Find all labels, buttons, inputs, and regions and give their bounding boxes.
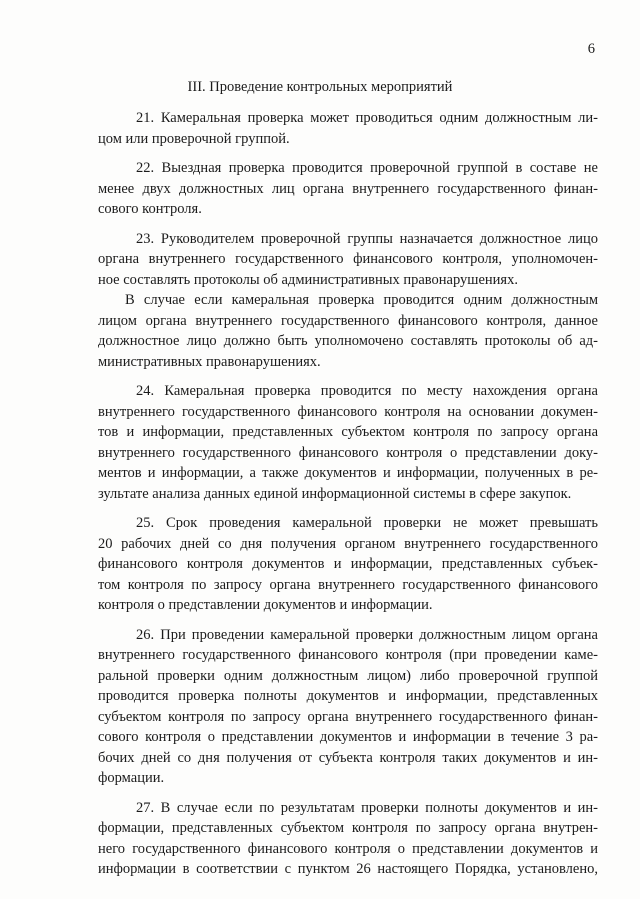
text-line-8: ное составлять протоколы об административных правонарушениях. xyxy=(98,271,518,288)
text-line-14: внутреннего государственного финансового контроля на основании докумен- xyxy=(98,403,598,420)
text-line-33: формации, представленных субъектом контроля по запросу органа внутрен- xyxy=(98,820,598,836)
text-line-11: должностное лицо должно быть уполномочено составлять протоколы об ад- xyxy=(98,333,598,349)
text-line-4: менее двух должностных лиц органа внутреннего государственного финан- xyxy=(98,180,598,197)
text-line-29: сового контроля о представлении документов и информации в течение 3 ра- xyxy=(98,729,598,745)
text-line-34: него государственного финансового контроля о представлении документов и xyxy=(98,840,598,857)
text-line-2: цом или проверочной группой. xyxy=(98,130,290,147)
text-line-26: ральной проверки одним должностным лицом) либо проверочной группой xyxy=(98,667,598,684)
text-line-19: 25. Срок проведения камеральной проверки не может превышать xyxy=(136,515,598,531)
text-line-9: В случае если камеральная проверка проводится одним должностным xyxy=(125,292,598,308)
text-line-3: 22. Выездная проверка проводится проверочной группой в составе не xyxy=(136,160,598,176)
text-line-6: 23. Руководителем проверочной группы назначается должностное лицо xyxy=(136,230,598,247)
text-line-21: финансового контроля документов и информации, представленных субъек- xyxy=(98,556,598,572)
section-title: III. Проведение контрольных мероприятий xyxy=(187,79,453,95)
text-line-24: 26. При проведении камеральной проверки должностным лицом органа xyxy=(136,626,598,643)
text-line-31: формации. xyxy=(98,770,165,786)
text-line-5: сового контроля. xyxy=(98,201,202,217)
text-line-18: зультате анализа данных единой информационной системы в сфере закупок. xyxy=(98,485,572,502)
text-line-28: субъектом контроля по запросу органа внутреннего государственного финан- xyxy=(98,708,598,725)
text-line-7: органа внутреннего государственного финансового контроля, уполномочен- xyxy=(98,251,598,267)
text-line-22: том контроля по запросу органа внутреннего государственного финансового xyxy=(98,576,598,593)
page-number: 6 xyxy=(587,41,595,57)
text-line-1: 21. Камеральная проверка может проводиться одним должностным ли- xyxy=(136,110,598,126)
text-line-10: лицом органа внутреннего государственного финансового контроля, данное xyxy=(98,312,598,329)
text-line-17: ментов и информации, а также документов и информации, полученных в ре- xyxy=(98,465,598,481)
text-line-13: 24. Камеральная проверка проводится по месту нахождения органа xyxy=(136,383,598,399)
text-line-27: проводится проверка полноты документов и информации, представленных xyxy=(98,688,598,704)
text-line-35: информации в соответствии с пунктом 26 настоящего Порядка, установлено, xyxy=(98,861,598,877)
text-line-15: тов и информации, представленных субъектом контроля по запросу органа xyxy=(98,424,598,440)
text-line-12: министративных правонарушениях. xyxy=(98,353,321,370)
text-line-30: бочих дней со дня получения от субъекта контроля таких документов и ин- xyxy=(98,749,598,766)
text-line-20: 20 рабочих дней со дня получения органом внутреннего государственного xyxy=(98,535,598,552)
text-line-25: внутреннего государственного финансового контроля (при проведении каме- xyxy=(98,647,598,663)
text-line-23: контроля о представлении документов и информации. xyxy=(98,597,433,613)
text-line-32: 27. В случае если по результатам проверки полноты документов и ин- xyxy=(136,799,598,816)
text-line-16: внутреннего государственного финансового контроля о представлении доку- xyxy=(98,444,598,461)
